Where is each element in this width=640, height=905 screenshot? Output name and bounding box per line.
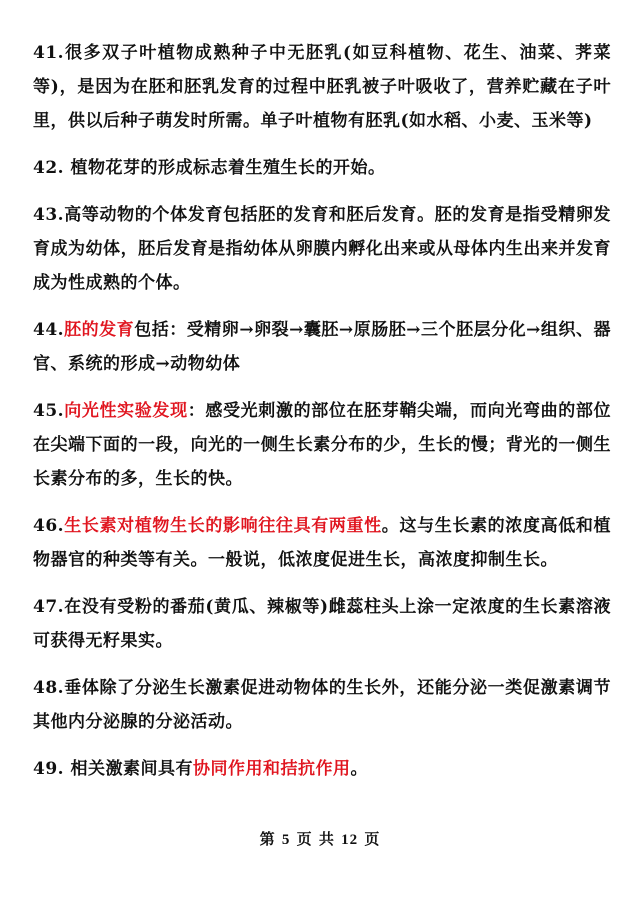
item-44-highlight: 胚的发育 xyxy=(64,320,135,340)
item-42-text: 42. 植物花芽的形成标志着生殖生长的开始。 xyxy=(33,158,386,178)
item-41-text: 41.很多双子叶植物成熟种子中无胚乳(如豆科植物、花生、油菜、荠菜等)，是因为在胚和胚乳发育的过程中胚乳被子叶吸收了，营养贮藏在子叶里，供以后种子萌发时所需。单子叶植物有胚乳(如水稻、小麦、玉米等) xyxy=(33,43,611,131)
item-44 xyxy=(33,313,611,381)
page-footer xyxy=(0,828,640,849)
item-45-text: ：感受光刺激的部位在胚芽鞘尖端，而向光弯曲的部位在尖端下面的一段，向光的一侧生长素分布的少，生长的慢；背光的一侧生长素分布的多，生长的快。 xyxy=(33,401,612,489)
item-43 xyxy=(33,198,611,300)
item-44-number: 44. xyxy=(33,320,65,340)
item-45-number: 45. xyxy=(33,401,65,421)
item-46-number: 46. xyxy=(33,516,65,536)
document-content xyxy=(33,36,611,799)
item-45 xyxy=(33,394,611,496)
item-45-highlight: 向光性实验发现 xyxy=(64,401,188,421)
item-46-highlight: 生长素对植物生长的影响往往具有两重性 xyxy=(64,516,382,536)
item-47-text: 47.在没有受粉的番茄(黄瓜、辣椒等)雌蕊柱头上涂一定浓度的生长素溶液可获得无籽果实。 xyxy=(33,597,611,651)
footer-total-pages: 12 xyxy=(341,832,359,848)
footer-middle: 页 共 xyxy=(296,830,335,848)
footer-page-number: 5 xyxy=(281,832,291,848)
item-46 xyxy=(33,509,611,577)
item-49 xyxy=(33,752,611,786)
item-49-highlight: 协同作用和拮抗作用 xyxy=(193,759,351,779)
item-44-text: 包括：受精卵→卵裂→囊胚→原肠胚→三个胚层分化→组织、器官、系统的形成→动物幼体 xyxy=(33,320,611,374)
item-48 xyxy=(33,671,611,739)
footer-suffix: 页 xyxy=(364,830,381,848)
item-49-end: 。 xyxy=(350,759,368,779)
item-46-text: 。这与生长素的浓度高低和植物器官的种类等有关。一般说，低浓度促进生长，高浓度抑制生长。 xyxy=(33,516,612,570)
item-43-text: 43.高等动物的个体发育包括胚的发育和胚后发育。胚的发育是指受精卵发育成为幼体，胚后发育是指幼体从卵膜内孵化出来或从母体内生出来并发育成为性成熟的个体。 xyxy=(33,205,611,293)
footer-prefix: 第 xyxy=(259,830,276,848)
item-41 xyxy=(33,36,611,138)
item-47 xyxy=(33,590,611,658)
item-48-text: 48.垂体除了分泌生长激素促进动物体的生长外，还能分泌一类促激素调节其他内分泌腺的分泌活动。 xyxy=(33,678,611,732)
item-42 xyxy=(33,151,611,185)
item-49-text: 49. 相关激素间具有 xyxy=(33,759,193,779)
